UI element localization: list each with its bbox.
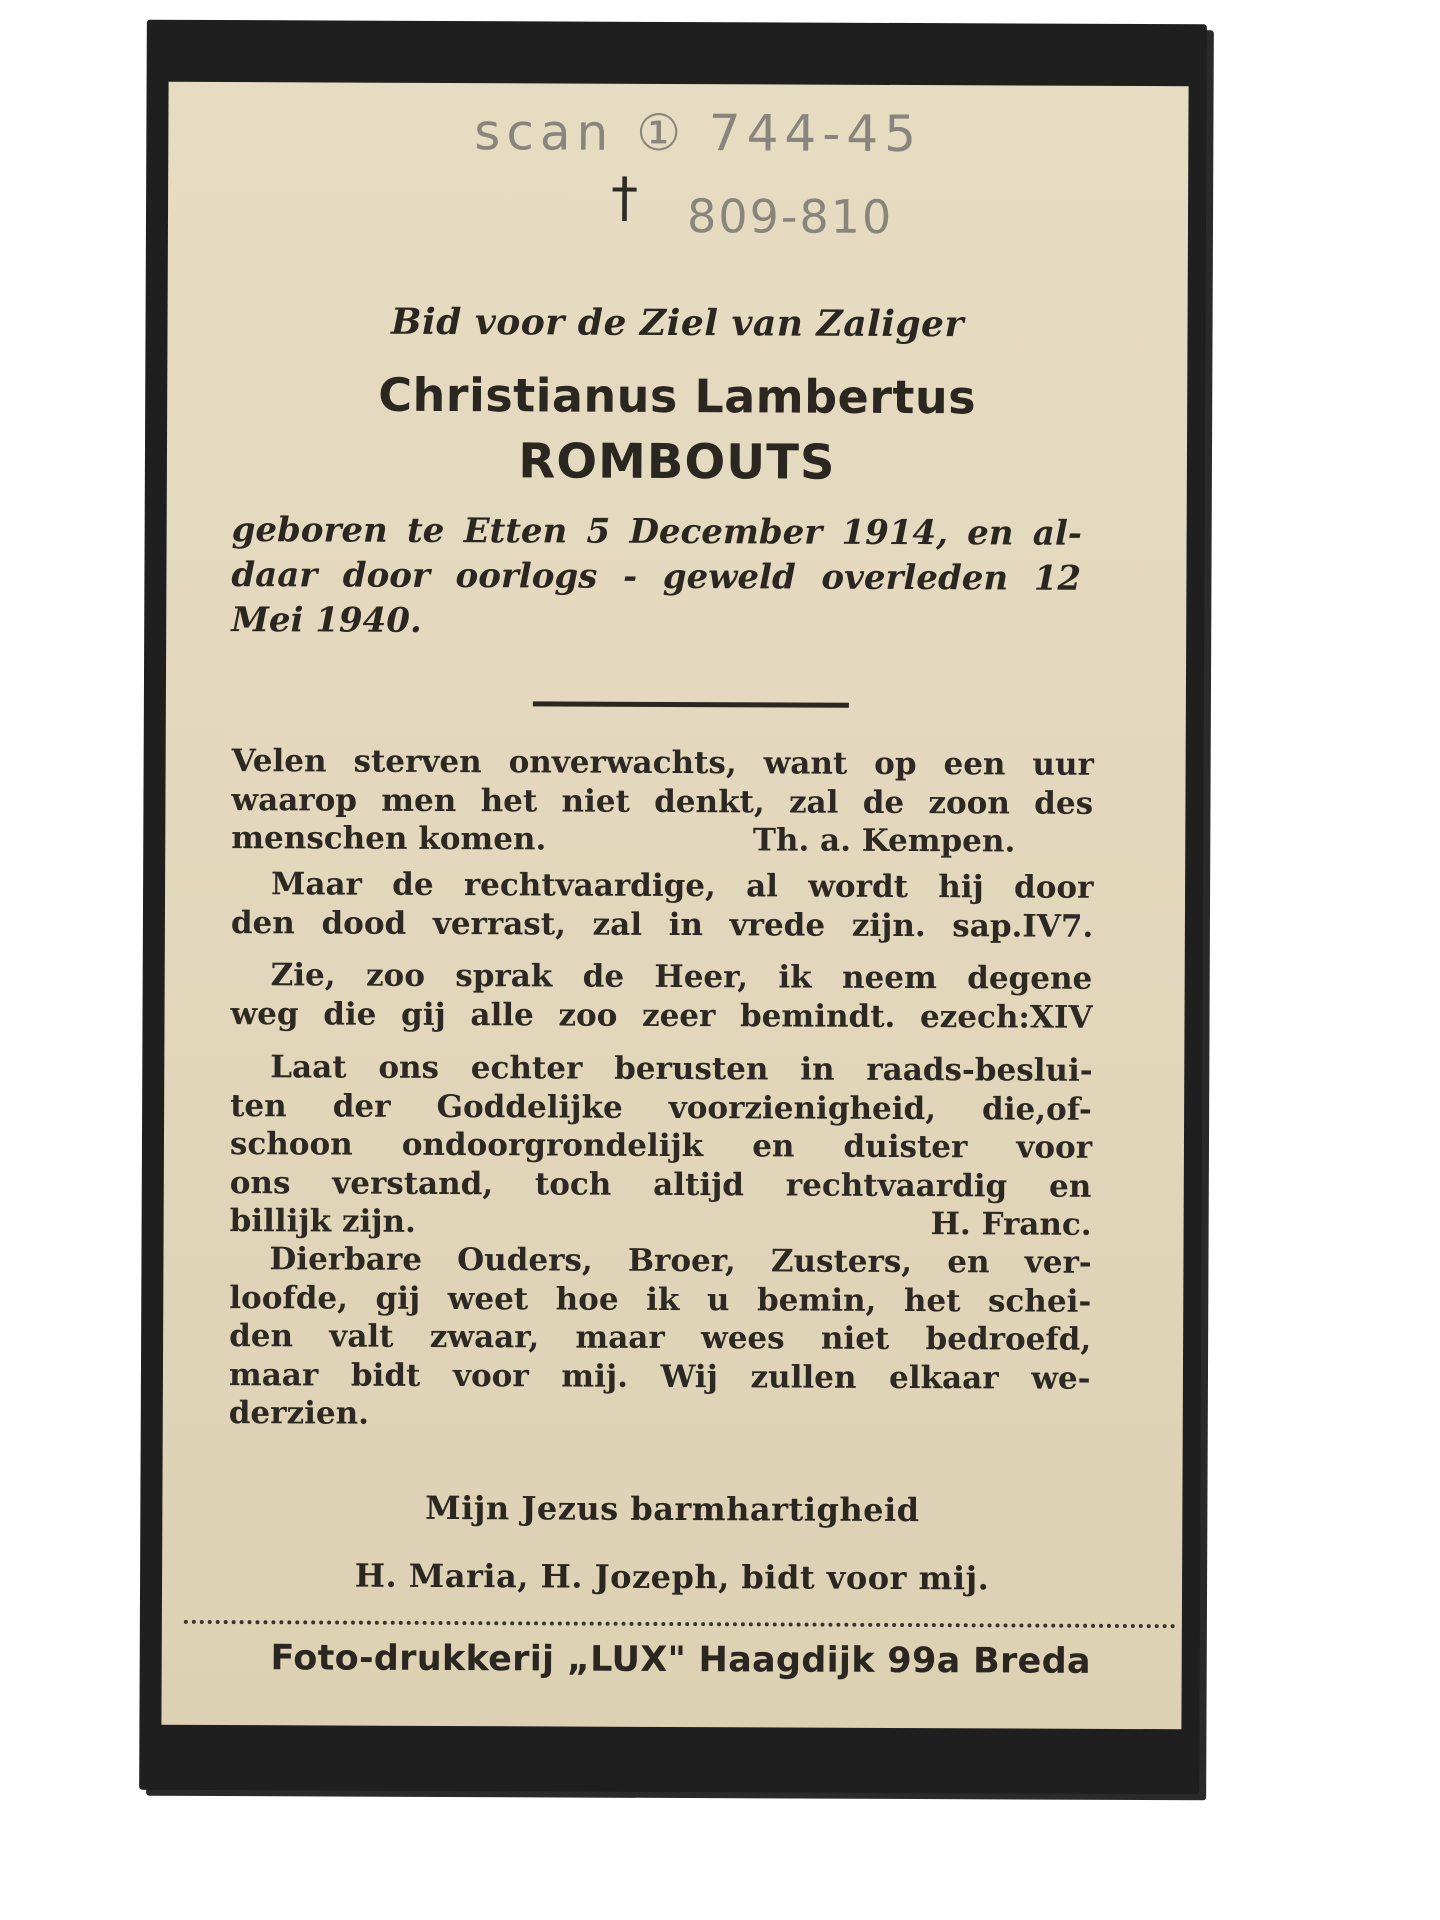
divider-rule: [533, 701, 849, 707]
quote-attribution-line: [230, 1202, 1092, 1244]
closing-invocation: H. Maria, H. Jozeph, bidt voor mij.: [354, 1556, 990, 1598]
quote-sapientia: [231, 865, 1093, 946]
quote-line: Velen sterven onverwachts, want op een uur: [231, 743, 1094, 783]
quote-line: ons verstand, toch altijd rechtvaardig en: [229, 1164, 1092, 1205]
quote-line: waarop men het niet denkt, zal de zoon des: [231, 781, 1094, 822]
farewell-line: Dierbare Ouders, Broer, Zusters, en ver-: [269, 1241, 1092, 1281]
quote-franciscus: [230, 1048, 1093, 1244]
farewell-message: [229, 1240, 1092, 1436]
quote-source: H. Franc.: [930, 1206, 1092, 1243]
card-paper: [161, 82, 1188, 1729]
quote-line: schoon ondoorgrondelijk en duister voor: [229, 1126, 1093, 1166]
quote-ezechiel: [230, 956, 1092, 1037]
quote-line: menschen komen.: [231, 820, 547, 858]
birth-line: geboren te Etten 5 December 1914, en al-: [231, 510, 1083, 554]
quote-line: ten der Goddelijke voorzienigheid, die,of-: [230, 1087, 1092, 1128]
printer-imprint: Foto-drukkerij „LUX" Haagdijk 99a Breda: [270, 1638, 1092, 1682]
quote-line: Laat ons echter berusten in raads-beslui-: [270, 1049, 1093, 1089]
handwritten-scan-note: scan ① 744-45: [474, 103, 923, 164]
farewell-line: loofde, gij weet hoe ik u bemin, het schei-: [229, 1279, 1092, 1320]
deceased-surname: ROMBOUTS: [518, 433, 836, 491]
cross-symbol: †: [610, 165, 639, 229]
memorial-card: [139, 20, 1207, 1795]
farewell-line: maar bidt voor mij. Wij zullen elkaar we-: [228, 1356, 1091, 1397]
quote-line: den dood verrast, zal in vrede zijn. sap.IV7.: [230, 904, 1094, 945]
farewell-line: den valt zwaar, maar wees niet bedroefd,: [229, 1318, 1092, 1358]
farewell-line: derzien.: [228, 1395, 370, 1432]
quote-source: Th. a. Kempen.: [752, 822, 1016, 860]
dotted-separator: [184, 1620, 1176, 1628]
birth-line: daar door oorlogs - geweld overleden 12: [231, 555, 1082, 599]
birth-line: Mei 1940.: [231, 600, 422, 641]
deceased-given-names: Christianus Lambertus: [378, 367, 977, 425]
handwritten-reference-note: 809-810: [686, 189, 894, 244]
quote-line: Maar de rechtvaardige, al wordt hij door: [271, 866, 1094, 906]
quote-kempen: [231, 742, 1093, 861]
prayer-intro: Bid voor de Ziel van Zaliger: [391, 300, 965, 346]
quote-line: billijk zijn.: [229, 1203, 416, 1240]
quote-attribution-line: [231, 819, 1093, 861]
closing-prayer: Mijn Jezus barmhartigheid: [425, 1488, 920, 1530]
quote-line: weg die gij alle zoo zeer bemindt. ezech:XIV: [230, 995, 1093, 1036]
quote-line: Zie, zoo sprak de Heer, ik neem degene: [270, 957, 1093, 997]
birth-death-details: [231, 508, 1082, 647]
